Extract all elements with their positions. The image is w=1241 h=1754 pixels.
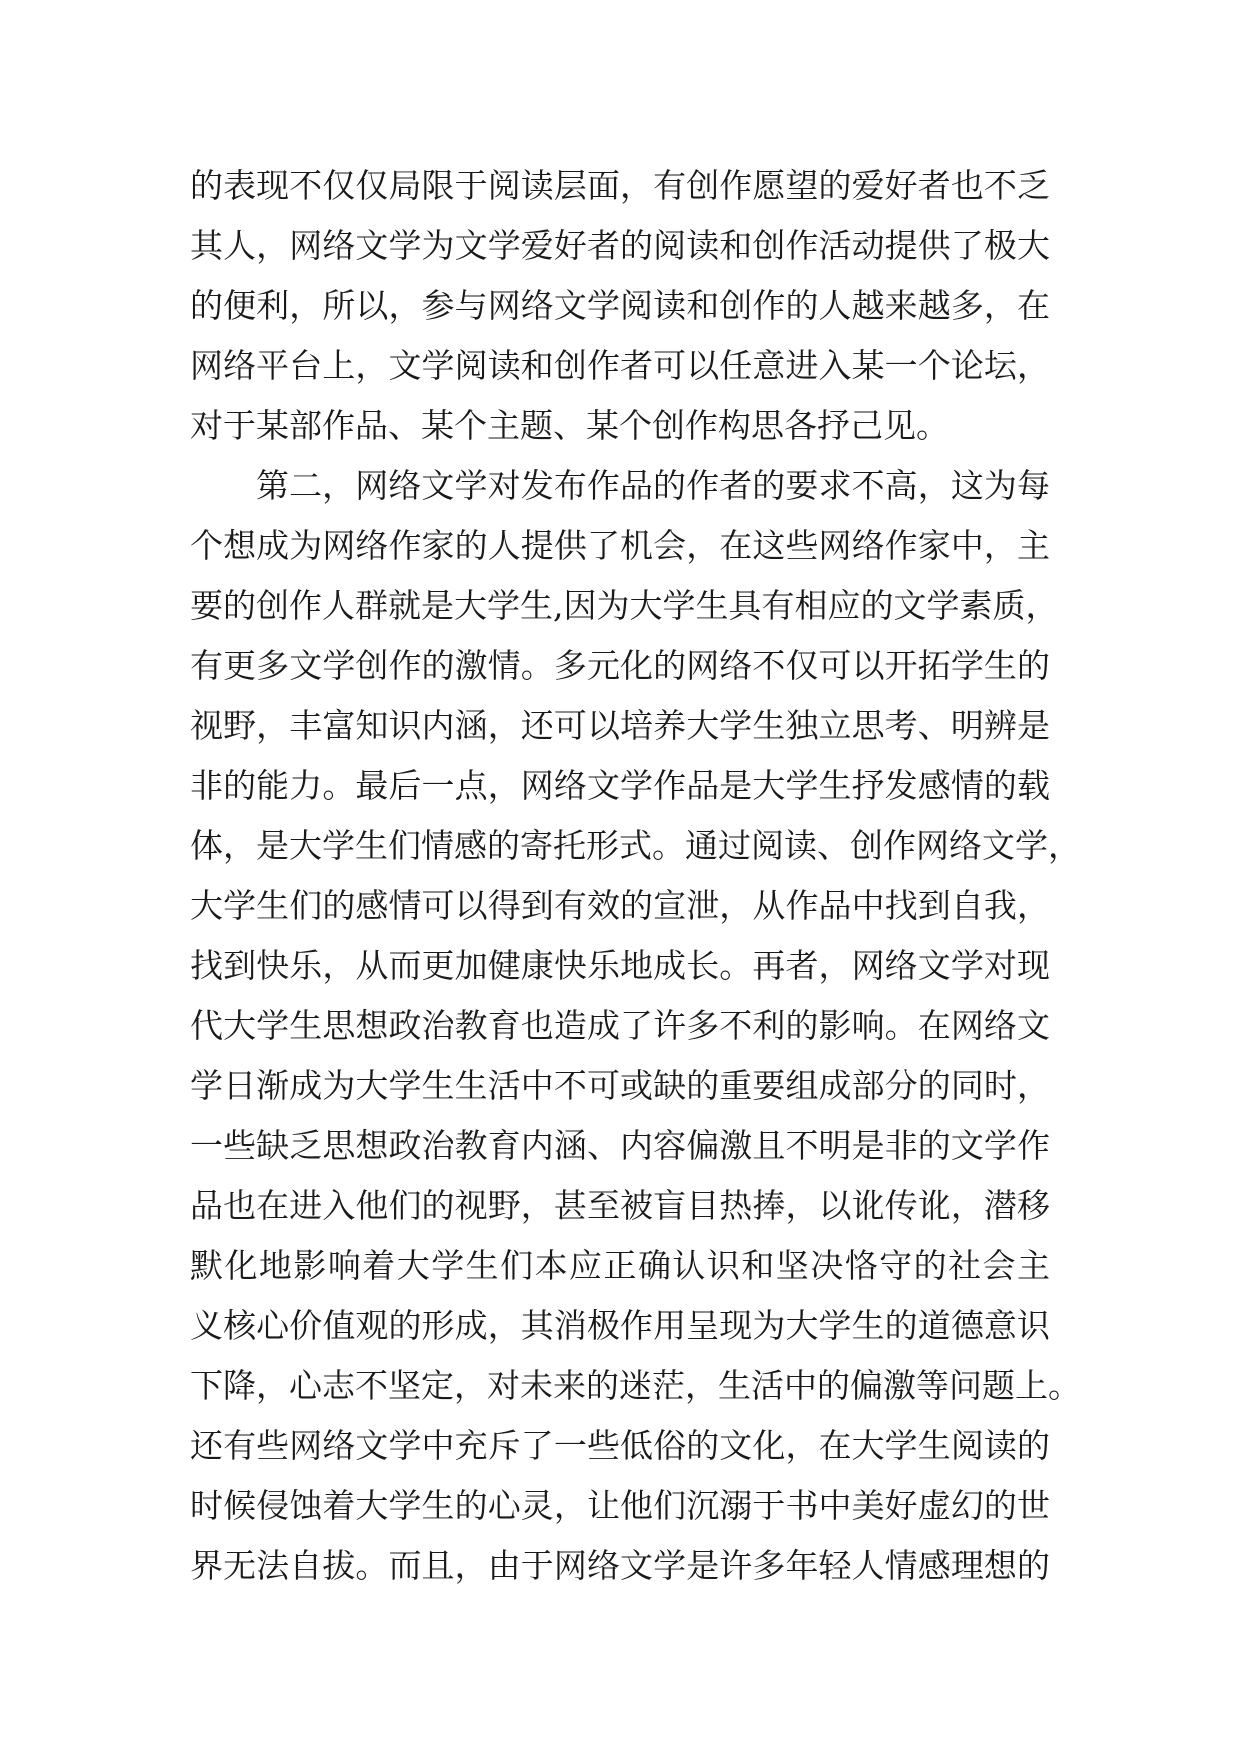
text-line: 默化地影响着大学生们本应正确认识和坚决恪守的社会主 [190,1246,1050,1285]
text-line: 义核心价值观的形成，其消极作用呈现为大学生的道德意识 [190,1306,1050,1345]
text-line: 时候侵蚀着大学生的心灵，让他们沉溺于书中美好虚幻的世 [190,1486,1050,1525]
text-line: 其人，网络文学为文学爱好者的阅读和创作活动提供了极大 [190,226,1050,265]
text-line: 有更多文学创作的激情。多元化的网络不仅可以开拓学生的 [190,646,1050,685]
text-line: 界无法自拔。而且，由于网络文学是许多年轻人情感理想的 [190,1546,1050,1585]
text-line: 大学生们的感情可以得到有效的宣泄，从作品中找到自我， [190,886,1050,925]
text-line: 代大学生思想政治教育也造成了许多不利的影响。在网络文 [190,1006,1050,1045]
text-line: 品也在进入他们的视野，甚至被盲目热捧，以讹传讹，潜移 [190,1186,1050,1225]
text-line: 网络平台上，文学阅读和创作者可以任意进入某一个论坛， [190,346,1050,385]
document-body-text [190,156,1081,1596]
text-line-paragraph-start: 第二，网络文学对发布作品的作者的要求不高，这为每 [256,466,1050,505]
text-line: 找到快乐，从而更加健康快乐地成长。再者，网络文学对现 [190,946,1050,985]
text-line: 的表现不仅仅局限于阅读层面，有创作愿望的爱好者也不乏 [190,166,1050,205]
text-line: 非的能力。最后一点，网络文学作品是大学生抒发感情的载 [190,766,1050,805]
text-line: 学日渐成为大学生生活中不可或缺的重要组成部分的同时， [190,1066,1050,1105]
text-line-paragraph-end: 对于某部作品、某个主题、某个创作构思各抒己见。 [190,406,949,445]
text-line: 还有些网络文学中充斥了一些低俗的文化，在大学生阅读的 [190,1426,1050,1465]
text-line: 视野，丰富知识内涵，还可以培养大学生独立思考、明辨是 [190,706,1050,745]
text-line: 的便利，所以，参与网络文学阅读和创作的人越来越多，在 [190,286,1050,325]
text-line: 下降，心志不坚定，对未来的迷茫，生活中的偏激等问题上。 [190,1366,1081,1405]
text-line: 个想成为网络作家的人提供了机会，在这些网络作家中，主 [190,526,1050,565]
text-line: 要的创作人群就是大学生,因为大学生具有相应的文学素质， [190,586,1059,625]
text-line: 体，是大学生们情感的寄托形式。通过阅读、创作网络文学， [190,826,1081,865]
text-line: 一些缺乏思想政治教育内涵、内容偏激且不明是非的文学作 [190,1126,1050,1165]
